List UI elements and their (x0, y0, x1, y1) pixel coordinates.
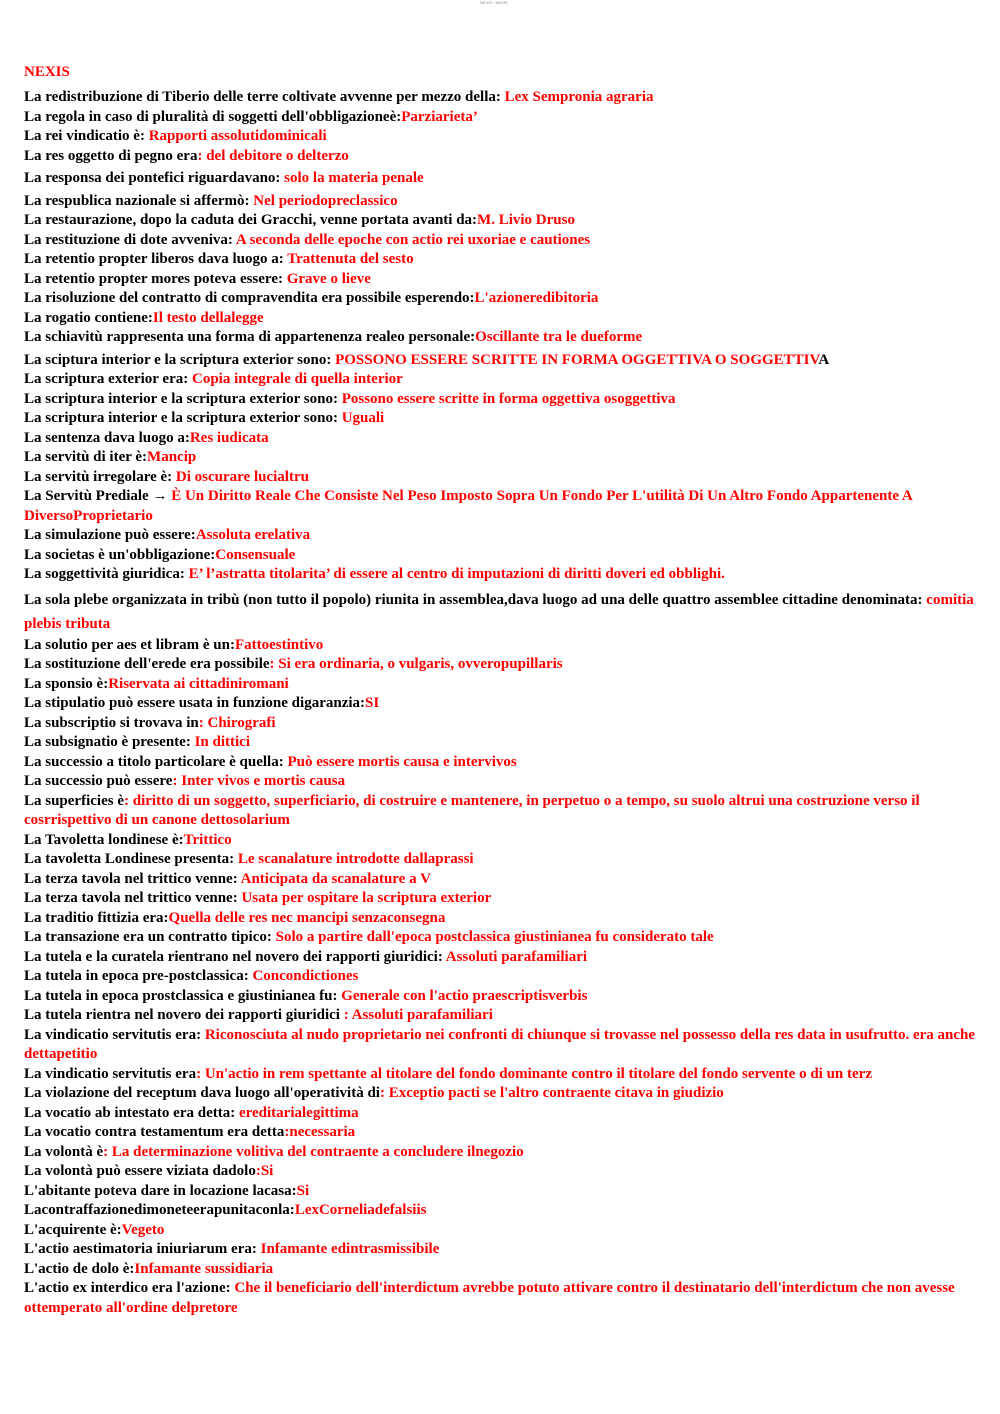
question-text: La restaurazione, dopo la caduta dei Gracchi, venne portata avanti da: (24, 212, 478, 228)
question-text: L'actio de dolo è: (24, 1260, 135, 1277)
trailing-text: A (818, 351, 830, 368)
question-text: La tutela in epoca pre-postclassica: (24, 968, 253, 984)
question-text: La vocatio contra testamentum era detta (24, 1124, 285, 1140)
answer-text: Trattenuta del sesto (287, 251, 414, 267)
question-text: La Tavoletta londinese è: (24, 831, 184, 848)
question-text: La transazione era un contratto tipico: (24, 929, 276, 945)
answer-text: Infamante sussidiaria (134, 1260, 274, 1277)
answer-text: Assoluti parafamiliari (445, 948, 588, 965)
answer-text: Res iudicata (189, 429, 269, 446)
answer-text: Anticipata da scanalature a V (240, 870, 431, 887)
running-header: NEXIS · NEXIS (480, 0, 508, 5)
answer-text: solo la materia penale (284, 170, 424, 186)
qa-entry (24, 1143, 982, 1163)
qa-entry (24, 753, 982, 773)
answer-text: Solo a partire dall'epoca postclassica giustinianea fu considerato tale (275, 929, 714, 945)
question-text: La successio a titolo particolare è quella: (24, 753, 288, 770)
answer-text: Concondictiones (252, 968, 359, 984)
answer-text: : Assoluti parafamiliari (343, 1007, 493, 1023)
question-text: La sentenza dava luogo a: (24, 429, 190, 446)
qa-list (24, 88, 982, 1318)
question-text: La simulazione può essere: (24, 527, 196, 543)
qa-entry (24, 448, 982, 468)
question-text: La sciptura interior e la scriptura exterior sono: (24, 351, 336, 368)
question-text: La traditio fittizia era: (24, 909, 169, 926)
qa-entry (24, 546, 982, 566)
answer-text: Assoluta erelativa (195, 527, 311, 543)
question-text: La risoluzione del contratto di compravendita era possibile esperendo: (24, 290, 475, 306)
qa-entry (24, 1026, 982, 1065)
qa-entry (24, 733, 982, 753)
question-text: La schiavitù rappresenta una forma di appartenenza realeo personale: (24, 329, 476, 345)
question-text: Lacontraffazionedimoneteerapunitaconla: (24, 1202, 295, 1218)
answer-text: :necessaria (284, 1124, 356, 1140)
qa-entry (24, 1240, 982, 1260)
question-text: La regola in caso di pluralità di soggetti dell'obbligazioneè: (24, 108, 402, 125)
answer-text: Possono essere scritte in forma oggettiva osoggettiva (341, 390, 676, 407)
question-text: La retentio propter mores poteva essere: (24, 270, 287, 287)
qa-entry (24, 270, 982, 290)
question-text: La sola plebe organizzata in tribù (non tutto il popolo) riunita in assemblea,dava luogo ad una delle quattro assemblee cittadine denominata: (24, 591, 927, 608)
answer-text: comitia plebis tributa (24, 591, 974, 632)
answer-text: Mancip (147, 449, 197, 465)
answer-text: : Un'actio in rem spettante al titolare del fondo dominante contro il titolare del fondo servente o di un terz (196, 1065, 872, 1082)
qa-entry (24, 231, 982, 251)
qa-entry (24, 675, 982, 695)
answer-text: SI (365, 695, 380, 711)
answer-text: : Exceptio pacti se l'altro contraente citava in giudizio (379, 1085, 724, 1101)
qa-entry (24, 351, 982, 371)
qa-entry (24, 1182, 982, 1202)
question-text: La successio può essere (24, 773, 173, 789)
question-text: La superficies è (24, 792, 124, 809)
qa-entry (24, 250, 982, 270)
question-text: La vindicatio servitutis era (24, 1065, 197, 1082)
answer-text: Generale con l'actio praescriptisverbis (341, 987, 588, 1004)
question-text: La solutio per aes et libram è un: (24, 636, 235, 653)
qa-entry (24, 468, 982, 488)
qa-entry (24, 147, 982, 167)
qa-entry (24, 1201, 982, 1221)
answer-text: A seconda delle epoche con actio rei uxoriae e cautiones (235, 231, 591, 248)
answer-text: Vegeto (121, 1221, 165, 1238)
qa-entry (24, 169, 982, 189)
question-text: La stipulatio può essere usata in funzione digaranzia: (24, 695, 366, 711)
question-text: La volontà è (24, 1143, 104, 1160)
answer-text: LexCorneliadefalsiis (294, 1202, 427, 1218)
qa-entry (24, 429, 982, 449)
question-text: La violazione del receptum dava luogo all'operatività di (24, 1085, 380, 1101)
question-text: La tutela rientra nel novero dei rapporti giuridici (24, 1007, 344, 1023)
qa-entry (24, 108, 982, 128)
qa-entry (24, 328, 982, 348)
question-text: L'abitante poteva dare in locazione lacasa: (24, 1182, 297, 1199)
question-text: La tutela e la curatela rientrano nel novero dei rapporti giuridici: (24, 948, 446, 965)
answer-text: Si (296, 1182, 310, 1199)
qa-entry (24, 948, 982, 968)
question-text: La societas è un'obbligazione: (24, 546, 216, 563)
answer-text: Parziarietа’ (401, 108, 478, 125)
answer-text: In dittici (194, 734, 251, 750)
question-text: La respublica nazionale si affermò: (24, 192, 254, 209)
qa-entry (24, 1104, 982, 1124)
question-text: La terza tavola nel trittico venne: (24, 870, 241, 887)
question-text: La servitù irregolare è: (24, 468, 176, 485)
question-text: La restituzione di dote avveniva: (24, 231, 236, 248)
qa-entry (24, 928, 982, 948)
question-text: La volontà può essere viziata dadolo (24, 1163, 256, 1179)
answer-text: :Si (255, 1163, 274, 1179)
answer-text: È Un Diritto Reale Che Consiste Nel Peso Imposto Sopra Un Fondo Per L'utilità Di Un Altro Fondo Appartenente A DiversoProprietario (24, 488, 912, 524)
qa-entry (24, 370, 982, 390)
qa-entry (24, 772, 982, 792)
question-text: La servitù di iter è: (24, 449, 148, 465)
answer-text: : Inter vivos e mortis causa (172, 773, 346, 789)
question-text: La sostituzione dell'erede era possibile (24, 656, 270, 672)
qa-entry (24, 889, 982, 909)
answer-text: E’ l’astratta titolarita’ di essere al centro di imputazioni di diritti doveri ed obblighi. (188, 566, 725, 582)
qa-entry (24, 1162, 982, 1182)
qa-entry (24, 1065, 982, 1085)
qa-entry (24, 870, 982, 890)
answer-text: : La determinazione volitiva del contraente a concludere ilnegozio (103, 1143, 524, 1160)
answer-text: Consensuale (215, 546, 296, 563)
answer-text: : del debitore o delterzo (197, 147, 349, 164)
qa-entry (24, 192, 982, 212)
question-text: La subsignatio è presente: (24, 734, 195, 750)
answer-text: Trittico (183, 831, 232, 848)
answer-text: Grave o lieve (286, 270, 371, 287)
answer-text: Riservata ai cittadiniromani (108, 675, 289, 692)
answer-text: Nel periodopreclassico (253, 192, 398, 209)
answer-text: POSSONO ESSERE SCRITTE IN FORMA OGGETTIVA O SOGGETTIV (335, 351, 819, 368)
answer-text: Infamante edintrasmissibile (260, 1241, 440, 1257)
qa-entry (24, 409, 982, 429)
document-title: NEXIS (24, 64, 70, 80)
qa-entry (24, 714, 982, 734)
qa-entry (24, 909, 982, 929)
answer-text: Usata per ospitare la scriptura exterior (241, 890, 492, 906)
answer-text: ereditarialegittima (238, 1104, 359, 1121)
qa-entry (24, 1006, 982, 1026)
question-text: La vindicatio servitutis era: (24, 1026, 205, 1043)
answer-text: Può essere mortis causa e intervivos (287, 753, 517, 770)
answer-text: : diritto di un soggetto, superficiario, di costruire e mantenere, in perpetuo o a tempo, su suolo altrui una costruzione verso il cosrrispettivo di un canone dettosolarium (24, 792, 920, 828)
question-text: La tavoletta Londinese presenta: (24, 851, 238, 867)
question-text: La subscriptio si trovava in (24, 714, 199, 731)
question-text: La rei vindicatio è: (24, 128, 149, 144)
question-text: La rogatio contiene: (24, 309, 153, 326)
qa-entry (24, 1221, 982, 1241)
qa-entry (24, 655, 982, 675)
qa-entry (24, 309, 982, 329)
question-text: La sponsio è: (24, 675, 109, 692)
answer-text: Copia integrale di quella interior (192, 371, 403, 387)
question-text: La res oggetto di pegno era (24, 147, 198, 164)
qa-entry (24, 831, 982, 851)
qa-entry (24, 850, 982, 870)
question-text: La vocatio ab intestato era detta: (24, 1104, 239, 1121)
question-text: L'acquirente è: (24, 1221, 122, 1238)
question-text: La redistribuzione di Tiberio delle terre coltivate avvenne per mezzo della: (24, 89, 505, 105)
qa-entry (24, 289, 982, 309)
question-text: La scriptura exterior era: (24, 371, 192, 387)
qa-entry (24, 88, 982, 108)
qa-entry (24, 588, 982, 636)
answer-text: : Si era ordinaria, o vulgaris, ovveropupillaris (269, 656, 563, 672)
question-text: La tutela in epoca prostclassica e giustinianea fu: (24, 987, 342, 1004)
answer-text: Uguali (341, 410, 385, 426)
qa-entry (24, 792, 982, 831)
qa-entry (24, 1260, 982, 1280)
qa-entry (24, 127, 982, 147)
qa-entry (24, 1123, 982, 1143)
question-text: La scriptura interior e la scriptura exterior sono: (24, 410, 342, 426)
answer-text: : Chirografi (198, 714, 276, 731)
qa-entry (24, 694, 982, 714)
qa-entry (24, 211, 982, 231)
answer-text: Oscillante tra le dueforme (475, 329, 643, 345)
qa-entry (24, 1279, 982, 1318)
question-text: La Servitù Prediale → (24, 488, 172, 504)
question-text: La terza tavola nel trittico venne: (24, 890, 242, 906)
answer-text: Di oscurare lucialtru (175, 468, 309, 485)
answer-text: Le scanalature introdotte dallaprassi (237, 851, 474, 867)
qa-entry (24, 565, 982, 585)
qa-entry (24, 390, 982, 410)
answer-text: Quella delle res nec mancipi senzaconsegna (168, 909, 446, 926)
answer-text: Che il beneficiario dell'interdictum avrebbe potuto attivare contro il destinatario dell'interdictum che non avesse ottemperato all'ordine delpretore (24, 1280, 955, 1316)
question-text: L'actio aestimatoria iniuriarum era: (24, 1241, 261, 1257)
question-text: L'actio ex interdico era l'azione: (24, 1280, 235, 1296)
qa-entry (24, 526, 982, 546)
question-text: La responsa dei pontefici riguardavano: (24, 170, 285, 186)
qa-entry (24, 636, 982, 656)
answer-text: Lex Sempronia agraria (504, 89, 654, 105)
answer-text: Fattoestintivo (234, 636, 324, 653)
answer-text: M. Livio Druso (477, 212, 575, 228)
qa-entry (24, 967, 982, 987)
question-text: La retentio propter liberos dava luogo a: (24, 251, 288, 267)
qa-entry (24, 1084, 982, 1104)
question-text: La scriptura interior e la scriptura exterior sono: (24, 390, 342, 407)
answer-text: Il testo dellalegge (152, 309, 264, 326)
answer-text: L'azioneredibitoria (474, 290, 599, 306)
answer-text: Riconosciuta al nudo proprietario nei confronti di chiunque si trovasse nel possesso della res data in usufrutto. era anche dettapetitio (24, 1026, 976, 1062)
qa-entry (24, 487, 982, 526)
answer-text: Rapporti assolutidominicali (148, 128, 327, 144)
question-text: La soggettività giuridica: (24, 566, 189, 582)
qa-entry (24, 987, 982, 1007)
